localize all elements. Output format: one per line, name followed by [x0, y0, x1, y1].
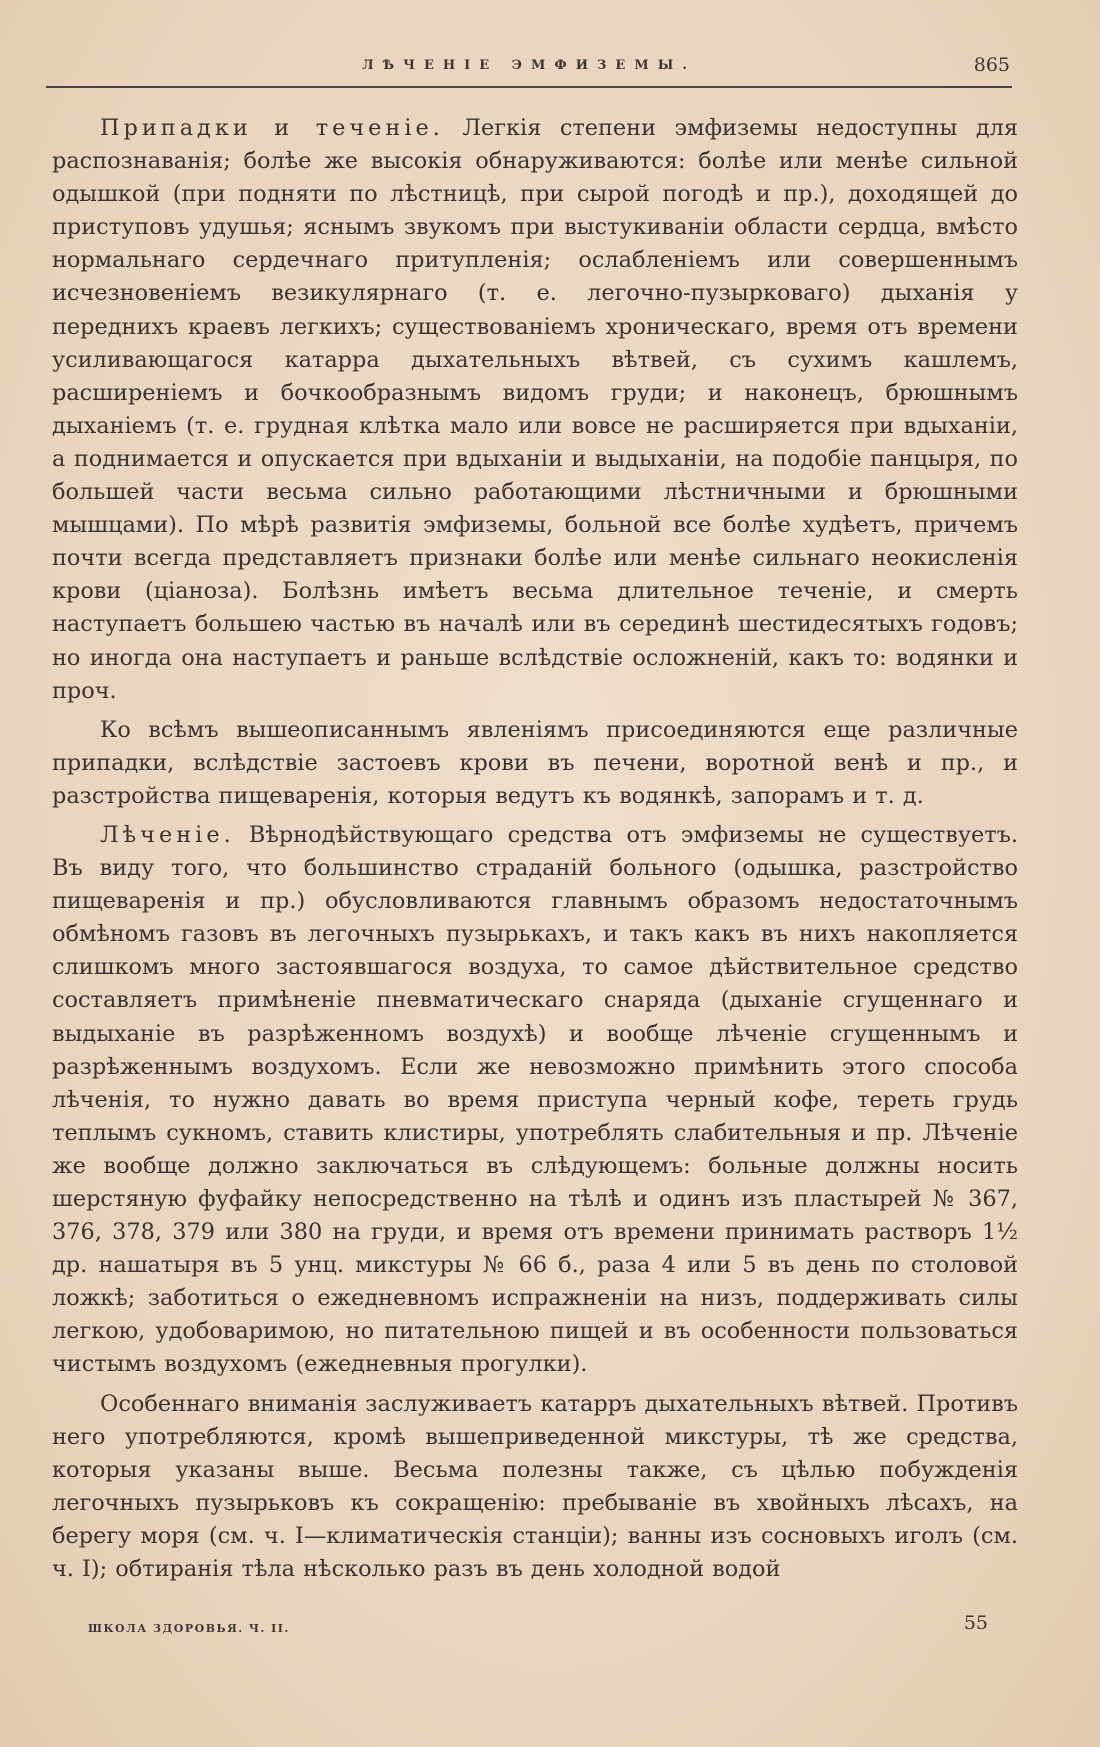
- paragraph-treatment: [52, 819, 1018, 1382]
- page-number: 865: [973, 54, 1010, 76]
- body-text: [52, 112, 1018, 1586]
- page-footer: [52, 1612, 992, 1642]
- section-heading-treatment: Лѣченіе.: [100, 821, 235, 848]
- paragraph-catarrh: [52, 1388, 1018, 1587]
- running-title: ЛѢЧЕНІЕ ЭМФИЗЕМЫ.: [362, 58, 696, 73]
- section-heading-symptoms: Припадки и теченіе.: [100, 115, 444, 141]
- paragraph-text: Особеннаго вниманія заслуживаетъ катарръ дыхательныхъ вѣтвей. Противъ него употребляются, кромѣ вышеприведенной микстуры, тѣ же средства, которыя указаны выше. Весьма полезны также, съ цѣлью побужденія легочныхъ пузырьковъ къ сокращенію: пребываніе въ хвойныхъ лѣсахъ, на берегу моря (см. ч. I—климатическія станціи); ванны изъ сосновыхъ иголъ (см. ч. I); обтиранія тѣла нѣсколько разъ въ день холодной водой: [52, 1390, 1018, 1583]
- sheet-number: 55: [963, 1612, 988, 1634]
- paragraph-symptoms: [52, 112, 1018, 708]
- page-header: [46, 52, 1012, 88]
- paragraph-text: Вѣрнодѣйствующаго средства отъ эмфиземы не существуетъ. Въ виду того, что большинство страданій больного (одышка, разстройство пищеваренія и пр.) обусловливаются главнымъ образомъ недостаточнымъ обмѣномъ газовъ въ легочныхъ пузырькахъ, и такъ какъ въ нихъ накопляется слишкомъ много застоявшагося воздуха, то самое дѣйствительное средство составляетъ примѣненіе пневматическаго снаряда (дыханіе сгущеннаго и выдыханіе въ разрѣженномъ воздухѣ) и вообще лѣченіе сгущеннымъ и разрѣженнымъ воздухомъ. Если же невозможно примѣнить этого способа лѣченія, то нужно давать во время приступа черный кофе, тереть грудь теплымъ сукномъ, ставить клистиры, употреблять слабительныя и пр. Лѣченіе же вообще должно заключаться въ слѣдующемъ: больные должны носить шерстяную фуфайку непосредственно на тѣлѣ и одинъ изъ пластырей № 367, 376, 378, 379 или 380 на груди, и время отъ времени принимать растворъ 1½ др. нашатыря въ 5 унц. микстуры № 66 б., раза 4 или 5 въ день по столовой ложкѣ; заботиться о ежедневномъ испражненіи на низъ, поддерживать силы легкою, удобоваримою, но питательною пищей и въ особенности пользоваться чистымъ воздухомъ (ежедневныя прогулки).: [52, 821, 1018, 1378]
- paragraph-text: Ко всѣмъ вышеописаннымъ явленіямъ присоединяются еще различные припадки, вслѣдствіе застоевъ крови въ печени, воротной венѣ и пр., и разстройства пищеваренія, которыя ведутъ къ водянкѣ, запорамъ и т. д.: [52, 716, 1018, 809]
- printer-signature: ШКОЛА ЗДОРОВЬЯ. Ч. II.: [88, 1622, 290, 1635]
- paragraph-text: Легкія степени эмфиземы недоступны для распознаванія; болѣе же высокія обнаруживаются: болѣе или менѣе сильной одышкой (при подняти по лѣстницѣ, при сырой погодѣ и пр.), доходящей до приступовъ удушья; яснымъ звукомъ при выстукиваніи области сердца, вмѣсто нормальнаго сердечнаго притупленія; ослабленіемъ или совершеннымъ исчезновеніемъ везикулярнаго (т. е. легочно-пузырковаго) дыханія у переднихъ краевъ легкихъ; существованіемъ хроническаго, время отъ времени усиливающагося катарра дыхательныхъ вѣтвей, съ сухимъ кашлемъ, расширеніемъ и бочкообразнымъ видомъ груди; и наконецъ, брюшнымъ дыханіемъ (т. е. грудная клѣтка мало или вовсе не расширяется при вдыханіи, а поднимается и опускается при вдыханіи и выдыханіи, на подобіе панцыря, по большей части весьма сильно работающими лѣстничными и брюшными мышцами). По мѣрѣ развитія эмфиземы, больной все болѣе худѣетъ, причемъ почти всегда представляетъ признаки болѣе или менѣе сильнаго неокисленія крови (ціаноза). Болѣзнь имѣетъ весьма длительное теченіе, и смерть наступаетъ большею частью въ началѣ или въ серединѣ шестидесятыхъ годовъ; но иногда она наступаетъ и раньше вслѣдствіе осложненій, какъ то: водянки и проч.: [52, 115, 1019, 704]
- paragraph-complications: [52, 714, 1018, 813]
